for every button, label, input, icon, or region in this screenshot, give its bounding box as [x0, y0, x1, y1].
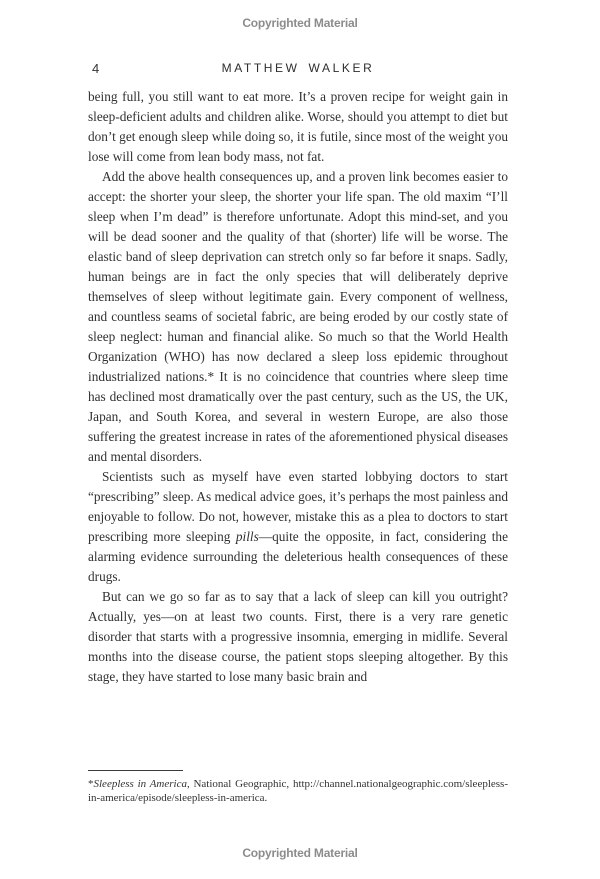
body-text-block [88, 87, 508, 687]
paragraph-sleep-lifespan: Add the above health consequences up, and a proven link becomes easier to accept: the shorter your sleep, the shorter your life span. The old maxim “I’ll sleep when I’m dead” is therefore unfortunate. Adopt this mind-set, and you will be dead sooner and the quality of that (shorter) life will be worse. The elastic band of sleep deprivation can stretch only so far before it snaps. Sadly, human beings are in fact the only species that will deliberately deprive themselves of sleep without legitimate gain. Every component of wellness, and countless seams of societal fabric, are being eroded by our costly state of sleep neglect: human and financial alike. So much so that the World Health Organization (WHO) has now declared a sleep loss epidemic throughout industrialized nations.* It is no coincidence that countries where sleep time has declined most dramatically over the past century, such as the US, the UK, Japan, and South Korea, and several in western Europe, are also those suffering the greatest increase in rates of the aforementioned physical diseases and mental disorders. [88, 169, 508, 464]
paragraph-weight-gain: being full, you still want to eat more. It’s a proven recipe for weight gain in sleep-deficient adults and children alike. Worse, should you attempt to diet but don’t get enough sleep while doing so, it is futile, since most of the weight you lose will come from lean body mass, not fat. [88, 89, 508, 164]
paragraph-lack-of-sleep-kill: But can we go so far as to say that a lack of sleep can kill you outright? Actually, yes—on at least two counts. First, there is a very rare genetic disorder that starts with a progressive insomnia, emerging in midlife. Several months into the disease course, the patient stops sleeping altogether. By this stage, they have started to lose many basic brain and [88, 589, 508, 684]
running-header-author: MATTHEW WALKER [221, 61, 375, 75]
footnote-divider [88, 770, 183, 771]
page-number: 4 [92, 61, 100, 76]
footnote-area [88, 770, 508, 805]
copyright-watermark-bottom: Copyrighted Material [242, 846, 358, 860]
footnote-citation: *Sleepless in America, National Geographic, http://channel.nationalgeographic.com/sleepless-in-america/episode/sleepless-in-america. [88, 778, 508, 804]
copyright-watermark-top: Copyrighted Material [242, 16, 358, 30]
paragraph-prescribing-sleep: Scientists such as myself have even started lobbying doctors to start “prescribing” sleep. As medical advice goes, it’s perhaps the most painless and enjoyable to follow. Do not, however, mistake this as a plea to doctors to start prescribing more sleeping pills—quite the opposite, in fact, considering the alarming evidence surrounding the deleterious health consequences of these drugs. [88, 469, 508, 584]
